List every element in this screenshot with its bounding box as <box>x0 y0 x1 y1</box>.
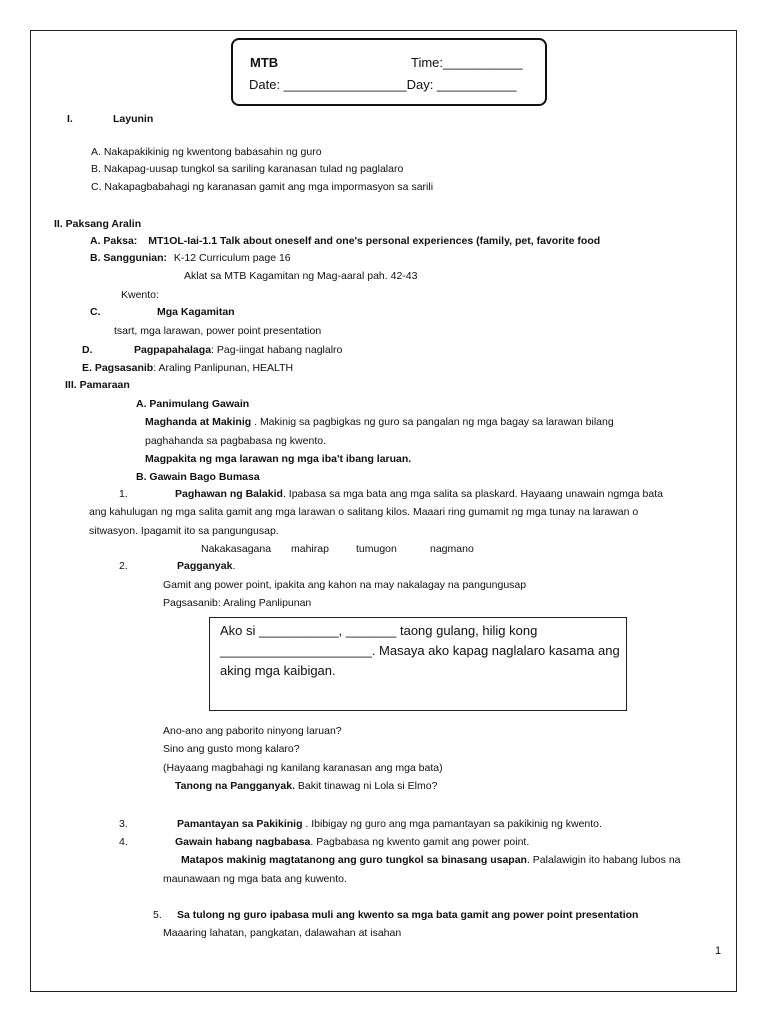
section2-title: II. Paksang Aralin <box>54 218 142 230</box>
step1-label: Paghawan ng Balakid <box>175 488 283 500</box>
step4-number: 4. <box>119 836 128 848</box>
kwento-label: Kwento: <box>121 289 159 301</box>
step2-number: 2. <box>119 560 128 572</box>
step1-line2: ang kahulugan ng mga salita gamit ang mga larawan o salitang kilos. Maaari ring gumamit ng mga tunay na larawan o <box>89 506 639 518</box>
step1-number: 1. <box>119 488 128 500</box>
header-box <box>231 38 547 106</box>
step2-line2: Pagsasanib: Araling Panlipunan <box>163 597 312 609</box>
question-3: (Hayaang magbahagi ng kanilang karanasan ang mga bata) <box>163 762 443 774</box>
step3-number: 3. <box>119 818 128 830</box>
maghanda-text: . Makinig sa pagbigkas ng guro sa pangalan ng mga bagay sa larawan bilang <box>251 416 614 428</box>
step5-number: 5. <box>153 909 162 921</box>
sentence-line-1: Ako si ___________, _______ taong gulang, hilig kong <box>220 623 538 638</box>
step1-line3: sitwasyon. Ipagamit ito sa pangungusap. <box>89 525 279 537</box>
section1-number: I. <box>67 113 73 125</box>
pagsasanib-label: E. Pagsasanib <box>82 362 154 374</box>
vocab-word-3: tumugon <box>356 543 397 555</box>
step2-line1: Gamit ang power point, ipakita ang kahon na may nakalagay na pangungusap <box>163 579 527 591</box>
vocab-word-2: mahirap <box>291 543 329 555</box>
pagpapahalaga-letter: D. <box>82 344 93 356</box>
gawain-bago-bumasa: B. Gawain Bago Bumasa <box>136 471 260 483</box>
kagamitan-value: tsart, mga larawan, power point presentation <box>114 325 322 337</box>
sanggunian-value: K-12 Curriculum page 16 <box>173 252 291 264</box>
step4-text: . Pagbabasa ng kwento gamit ang power point. <box>310 836 530 848</box>
page-number: 1 <box>715 945 722 957</box>
question-2: Sino ang gusto mong kalaro? <box>163 743 300 755</box>
step1-text: . Ipabasa sa mga bata ang mga salita sa plaskard. Hayaang unawain ngmga bata <box>282 488 663 500</box>
aklat-reference: Aklat sa MTB Kagamitan ng Mag-aaral pah. 42-43 <box>184 270 418 282</box>
step3-text: . Ibibigay ng guro ang mga pamantayan sa pakikinig ng kwento. <box>302 818 602 830</box>
objective-c: C. Nakapagbabahagi ng karanasan gamit ang mga impormasyon sa sarili <box>91 181 434 193</box>
matapos-label: Matapos makinig magtatanong ang guro tungkol sa binasang usapan <box>181 854 527 866</box>
time-field: Time:___________ <box>411 55 523 70</box>
vocab-word-1: Nakakasagana <box>201 543 272 555</box>
date-day-field: Date: _________________Day: ___________ <box>249 77 517 92</box>
maghanda-label: Maghanda at Makinig <box>145 416 252 428</box>
panimulang-gawain: A. Panimulang Gawain <box>136 398 250 410</box>
sentence-line-3: aking mga kaibigan. <box>220 663 336 678</box>
sentence-line-2: _____________________. Masaya ako kapag naglalaro kasama ang <box>220 643 620 658</box>
pagpapahalaga-label: Pagpapahalaga <box>134 344 212 356</box>
tanong-label: Tanong na Pangganyak. <box>175 780 295 792</box>
magpakita-label: Magpakita ng mga larawan ng mga iba't ibang laruan. <box>145 453 412 465</box>
step2-dot: . <box>232 560 236 572</box>
step2-label: Pagganyak <box>177 560 233 572</box>
objective-a: A. Nakapakikinig ng kwentong babasahin ng guro <box>91 146 322 158</box>
pagsasanib-value: : Araling Panlipunan, HEALTH <box>153 362 294 374</box>
section3-title: III. Pamaraan <box>65 379 130 391</box>
maghanda-text-2: paghahanda sa pagbabasa ng kwento. <box>145 435 326 447</box>
step5-label: Sa tulong ng guro ipabasa muli ang kwento sa mga bata gamit ang power point presentation <box>177 909 639 921</box>
paksa-label: A. Paksa: <box>90 235 138 247</box>
kagamitan-label: Mga Kagamitan <box>157 306 235 318</box>
tanong-text: Bakit tinawag ni Lola si Elmo? <box>295 780 438 792</box>
step5-line2: Maaaring lahatan, pangkatan, dalawahan at isahan <box>163 927 402 939</box>
matapos-text: . Palalawigin ito habang lubos na <box>526 854 681 866</box>
subject-label: MTB <box>250 55 279 70</box>
section1-title: Layunin <box>113 113 154 125</box>
step4-label: Gawain habang nagbabasa <box>175 836 311 848</box>
sanggunian-label: B. Sanggunian: <box>90 252 167 264</box>
objective-b: B. Nakapag-uusap tungkol sa sariling karanasan tulad ng paglalaro <box>91 163 404 175</box>
paksa-value: MT1OL-Iai-1.1 Talk about oneself and one's personal experiences (family, pet, favorite food <box>148 235 601 247</box>
pagpapahalaga-value: : Pag-iingat habang naglalro <box>211 344 343 356</box>
kagamitan-letter: C. <box>90 306 101 318</box>
matapos-line2: maunawaan ng mga bata ang kuwento. <box>163 873 347 885</box>
vocab-word-4: nagmano <box>430 543 474 555</box>
question-1: Ano-ano ang paborito ninyong laruan? <box>163 725 342 737</box>
step3-label: Pamantayan sa Pakikinig <box>177 818 303 830</box>
